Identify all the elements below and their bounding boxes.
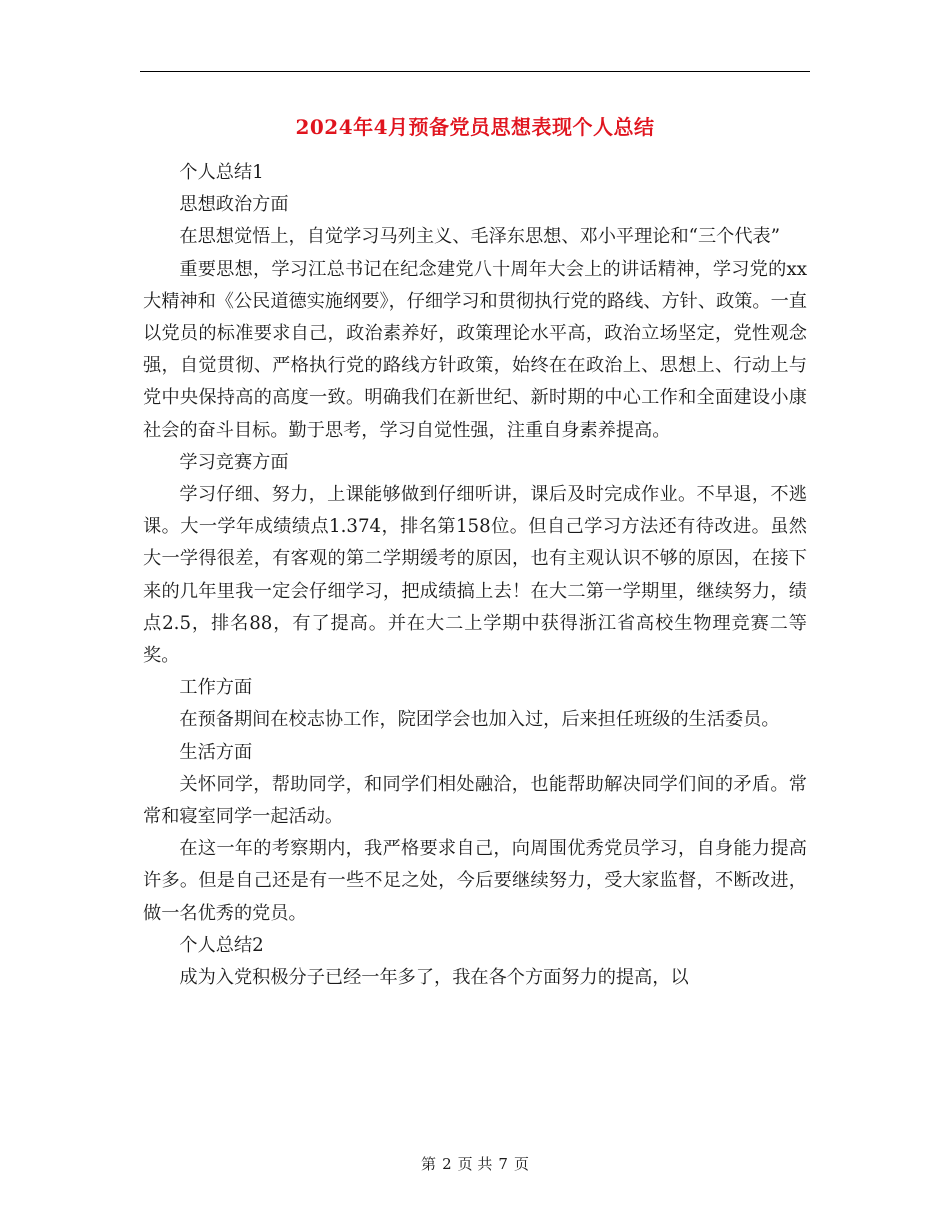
document-body [143,157,807,994]
paragraph-summary-1-heading: 个人总结1 [179,162,264,183]
footer-prefix: 第 [421,1155,437,1173]
paragraph-conclusion: 在这一年的考察期内，我严格要求自己，向周围优秀党员学习，自身能力提高许多。但是自己还是有一些不足之处，今后要继续努力，受大家监督，不断改进，做一名优秀的党员。 [143,838,807,924]
paragraph-study-heading: 学习竞赛方面 [179,451,289,473]
paragraph-work-body: 在预备期间在校志协工作，院团学会也加入过，后来担任班级的生活委员。 [179,709,780,731]
paragraph-summary-2-body: 成为入党积极分子已经一年多了，我在各个方面努力的提高，以 [179,967,689,989]
paragraph-life-heading: 生活方面 [179,741,253,763]
paragraph-political-thought: 重要思想，学习江总书记在纪念建党八十周年大会上的讲话精神，学习党的xx大精神和《公民道德实施纲要》，仔细学习和贯彻执行党的路线、方针、政策。一直以党员的标准要求自己，政治素养好，政策理论水平高，政治立场坚定，党性观念强，自觉贯彻、严格执行党的路线方针政策，始终在在政治上、思想上、行动上与党中央保持高的高度一致。明确我们在新世纪、新时期的中心工作和全面建设小康社会的奋斗目标。勤于思考，学习自觉性强，注重自身素养提高。 [143,258,807,441]
document-title: 2024年4月预备党员思想表现个人总结 [295,115,655,139]
paragraph-life-body: 关怀同学，帮助同学，和同学们相处融洽，也能帮助解决同学们间的矛盾。常常和寝室同学一起活动。 [143,773,807,828]
footer-total-pages: 7 [498,1155,508,1173]
paragraph-summary-2-heading: 个人总结2 [179,934,264,956]
footer-suffix: 页 [513,1155,529,1173]
page-footer [0,1153,950,1175]
paragraph-study-body: 学习仔细、努力，上课能够做到仔细听讲，课后及时完成作业。不早退，不逃课。大一学年成绩绩点1.374，排名第158位。但自己学习方法还有待改进。虽然大一学得很差，有客观的第二学期缓考的原因，也有主观认识不够的原因，在接下来的几年里我一定会仔细学习，把成绩搞上去！在大二第一学期里，继续努力，绩点2.5，排名88，有了提高。并在大二上学期中获得浙江省高校生物理竞赛二等奖。 [143,484,807,667]
paragraph-political-awareness: 在思想觉悟上，自觉学习马列主义、毛泽东思想、邓小平理论和“三个代表” [179,226,780,248]
footer-middle: 页 共 [457,1155,493,1173]
header-rule [140,71,810,72]
paragraph-political-heading: 思想政治方面 [179,194,289,216]
paragraph-work-heading: 工作方面 [179,677,253,699]
footer-current-page: 2 [442,1155,452,1173]
